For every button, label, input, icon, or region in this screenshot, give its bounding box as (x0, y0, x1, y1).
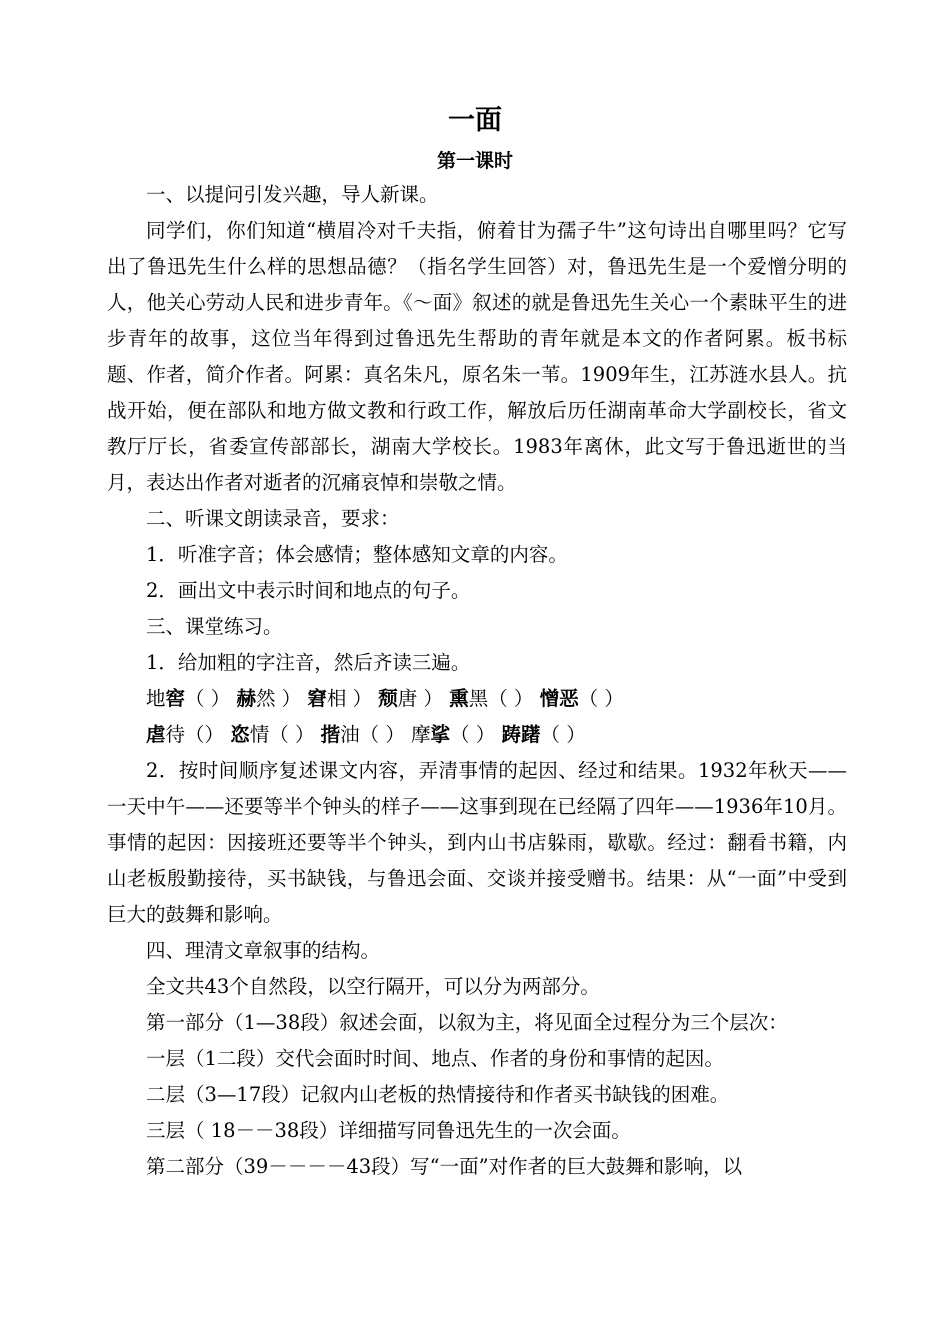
word-bold: 赫 (236, 687, 256, 710)
word-blank: （ ） (185, 687, 231, 710)
word-bold: 窖 (165, 687, 186, 710)
word-blank: 黑（ ） (468, 687, 534, 710)
structure-line-4: 二层（3—17段）记叙内山老板的热情接待和作者买书缺钱的困难。 (146, 1083, 730, 1106)
exercise-word (321, 723, 405, 746)
structure-line-3: 一层（1二段）交代会面时时间、地点、作者的身份和事情的起因。 (146, 1047, 724, 1070)
exercise-word (307, 687, 372, 710)
word-blank: （ ） (450, 723, 496, 746)
word-blank: （ ） (578, 687, 624, 710)
structure-line-1: 全文共43个自然段，以空行隔开，可以分为两部分。 (146, 975, 600, 998)
section-3-item-1: 1．给加粗的字注音，然后齐读三遍。 (146, 651, 471, 674)
word-bold: 揩 (320, 723, 341, 746)
word-blank: 情（ ） (249, 723, 315, 746)
word-bold: 窘 (307, 687, 327, 710)
exercise-word (449, 687, 533, 710)
word-blank: 相 ） (326, 687, 373, 710)
section-4-heading: 四、理清文章叙事的结构。 (146, 939, 381, 962)
structure-line-2: 第一部分（1—38段）叙述会面，以叙为主，将见面全过程分为三个层次： (146, 1011, 788, 1034)
word-plain: 摩 (411, 723, 431, 746)
section-3-heading: 三、课堂练习。 (146, 615, 283, 638)
exercise-word (411, 723, 495, 746)
word-bold: 熏 (449, 687, 469, 710)
exercise-word (540, 687, 624, 710)
structure-line-6: 第二部分（39－－－－43段）写“一面”对作者的巨大鼓舞和影响，以 (146, 1155, 743, 1178)
word-blank: （ ） (540, 723, 586, 746)
word-bold: 颓 (378, 687, 398, 710)
lesson-subtitle: 第一课时 (436, 150, 513, 172)
structure-line-5: 三层（ 18－－38段）详细描写同鲁迅先生的一次会面。 (146, 1119, 631, 1142)
section-2-item-1: 1．听准字音；体会感情；整体感知文章的内容。 (146, 543, 568, 566)
exercise-word (146, 687, 230, 710)
section-1-heading: 一、以提问引发兴趣，导人新课。 (146, 183, 439, 206)
exercise-word (378, 687, 443, 710)
page-title: 一面 (448, 105, 502, 136)
document-body (107, 177, 847, 1185)
section-2-heading: 二、听课文朗读录音，要求： (146, 507, 400, 530)
section-3-item-2: 2．按时间顺序复述课文内容，弄清事情的起因、经过和结果。1932年秋天——一天中午——还要等半个钟头的样子——这事到现在已经隔了四年——1936年10月。事情的起因：因接班还要等半个钟头，到内山书店躲雨，歇歇。经过：翻看书籍，内山老板殷勤接待，买书缺钱，与鲁迅会面、交谈并接受赠书。结果：从“一面”中受到巨大的鼓舞和影响。 (107, 759, 847, 926)
section-2-item-2: 2．画出文中表示时间和地点的句子。 (146, 579, 471, 602)
exercise-word (236, 687, 301, 710)
exercise-word (230, 723, 314, 746)
word-bold: 憎恶 (539, 687, 579, 710)
exercise-row-2 (107, 717, 847, 753)
exercise-word (502, 723, 586, 746)
word-blank: 待（） (165, 723, 225, 746)
exercise-row-1 (107, 681, 847, 717)
word-blank: 油（ ） (340, 723, 405, 746)
word-blank: 然 ） (255, 687, 302, 710)
word-bold: 虐 (146, 723, 166, 746)
section-1-paragraph: 同学们，你们知道“横眉冷对千夫指，俯着甘为孺子牛”这句诗出自哪里吗？它写出了鲁迅先生什么样的思想品德？（指名学生回答）对，鲁迅先生是一个爱憎分明的人，他关心劳动人民和进步青年。《～面》叙述的就是鲁迅先生关心一个素昧平生的进步青年的故事，这位当年得到过鲁迅先生帮助的青年就是本文的作者阿累。板书标题、作者，简介作者。阿累：真名朱凡，原名朱一苇。1909年生，江苏涟水县人。抗战开始，便在部队和地方做文教和行政工作，解放后历任湖南革命大学副校长，省文教厅厅长，省委宣传部部长，湖南大学校长。1983年离休，此文写于鲁迅逝世的当月，表达出作者对逝者的沉痛哀悼和崇敬之情。 (107, 219, 847, 494)
exercise-word (146, 723, 224, 746)
word-plain: 地 (146, 687, 166, 710)
word-bold: 踌躇 (501, 723, 541, 746)
word-blank: 唐 ） (397, 687, 443, 710)
word-bold: 挲 (430, 723, 451, 746)
word-bold: 恣 (230, 723, 250, 746)
